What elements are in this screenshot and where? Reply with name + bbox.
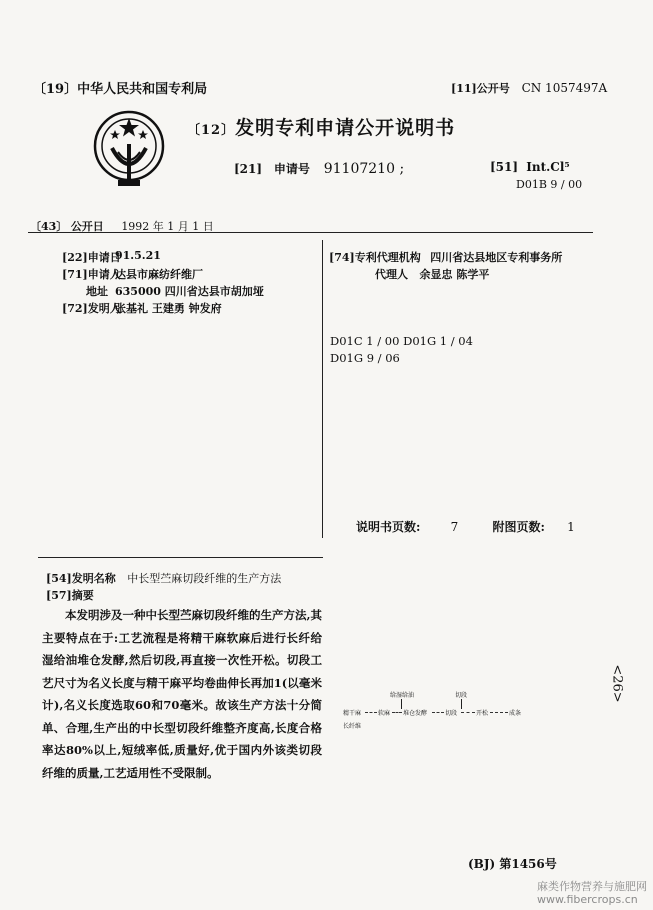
publication-date-label: 公开日: [70, 220, 104, 233]
bib-row-address: 地址 635000 四川省达县市胡加垭: [86, 285, 264, 298]
flow-step-2: 软麻: [378, 710, 391, 717]
publication-number-code: [11]公开号: [451, 82, 510, 95]
figure-pages-value: 1: [567, 520, 575, 534]
abstract-text: 本发明涉及一种中长型苎麻切段纤维的生产方法,其主要特点在于:工艺流程是将精干麻软麻后进行长纤给湿给油堆仓发酵,然后切段,再直接一次性开松。切段工艺尺寸为名义长度与精干麻平均卷曲伸长再加1(以毫米计),名义长度选取60和70毫米。故该生产方法十分简单、合理,生产出的中长型切段纤维整齐度高,长度合格率达80%以上,短绒率低,质量好,优于国内外该类切段纤维的质量,工艺适用性不受限制。: [42, 608, 323, 780]
flow-connector-1: [401, 699, 402, 709]
flow-step-3: 堆仓发酵: [403, 710, 428, 717]
flow-label-wetting: 给湿给油: [390, 692, 415, 699]
description-pages-label: 说明书页数:: [356, 520, 421, 534]
flow-step-1: 精干麻: [343, 710, 362, 717]
abstract-code: [57]: [46, 589, 72, 602]
application-number-code: [21]: [234, 162, 263, 176]
bib-row-filing-date: [22]申请日 91.5.21: [62, 249, 161, 264]
publication-number: CN 1057497A: [521, 81, 608, 95]
publication-date: 1992 年 1 月 1 日: [121, 220, 214, 233]
column-divider: [322, 240, 323, 538]
flow-step-6: 成条: [509, 710, 522, 717]
application-number-label: 申请号: [273, 162, 310, 176]
document-type-title: 发明专利申请公开说明书: [235, 117, 456, 139]
bib-row-inventors: [72]发明人 张基礼 王建勇 钟发府: [62, 302, 222, 315]
invention-title-label: 发明名称: [71, 572, 116, 585]
watermark-site-name: 麻类作物营养与施肥网: [537, 880, 647, 893]
int-class-label: Int.Cl⁵: [526, 160, 570, 174]
title-divider: [38, 557, 323, 558]
figure-pages-label: 附图页数:: [492, 520, 545, 534]
country-code: 〔19〕: [33, 82, 78, 97]
secondary-class-line-2: D01G 9 / 06: [330, 351, 400, 365]
description-pages-value: 7: [450, 520, 459, 534]
int-class-code: [51]: [490, 160, 519, 174]
int-class-value: D01B 9 / 00: [516, 178, 583, 191]
application-number-line: [234, 160, 404, 177]
flow-step-5: 开松: [476, 710, 489, 717]
document-type-line: [187, 113, 455, 140]
invention-title-code: [54]: [46, 572, 72, 585]
side-page-mark: <26>: [609, 664, 625, 703]
int-class-line: [490, 160, 570, 174]
secondary-class-line-1: D01C 1 / 00 D01G 1 / 04: [330, 334, 473, 348]
page-counts: [356, 518, 575, 535]
application-number: 91107210 ;: [323, 161, 405, 177]
bib-row-applicant: [71]申请人 达县市麻纺纤维厂: [62, 268, 203, 281]
bib-row-agency: [74]专利代理机构 四川省达县地区专利事务所: [329, 251, 563, 264]
invention-title-line: [46, 570, 281, 586]
abstract-heading: [46, 587, 94, 603]
document-type-code: 〔12〕: [187, 123, 236, 138]
footer-code: (BJ) 第1456号: [468, 857, 557, 871]
publication-date-code: 〔43〕: [30, 220, 68, 233]
publication-number-line: [451, 80, 607, 96]
national-emblem-icon: [92, 108, 166, 196]
bib-row-agents: 代理人 余显忠 陈学平: [375, 268, 490, 281]
invention-title: 中长型苎麻切段纤维的生产方法: [127, 572, 282, 585]
country-name: 中华人民共和国专利局: [77, 82, 208, 97]
flow-step-4: 切段: [445, 710, 458, 717]
flow-note: 长纤维: [343, 723, 362, 730]
watermark-url: www.fibercrops.cn: [537, 893, 638, 906]
country-line: [33, 78, 207, 97]
flow-connector-2: [461, 699, 462, 709]
header-divider: [28, 232, 593, 233]
flow-label-cutting-top: 切段: [455, 692, 468, 699]
abstract-label: 摘要: [71, 589, 94, 602]
